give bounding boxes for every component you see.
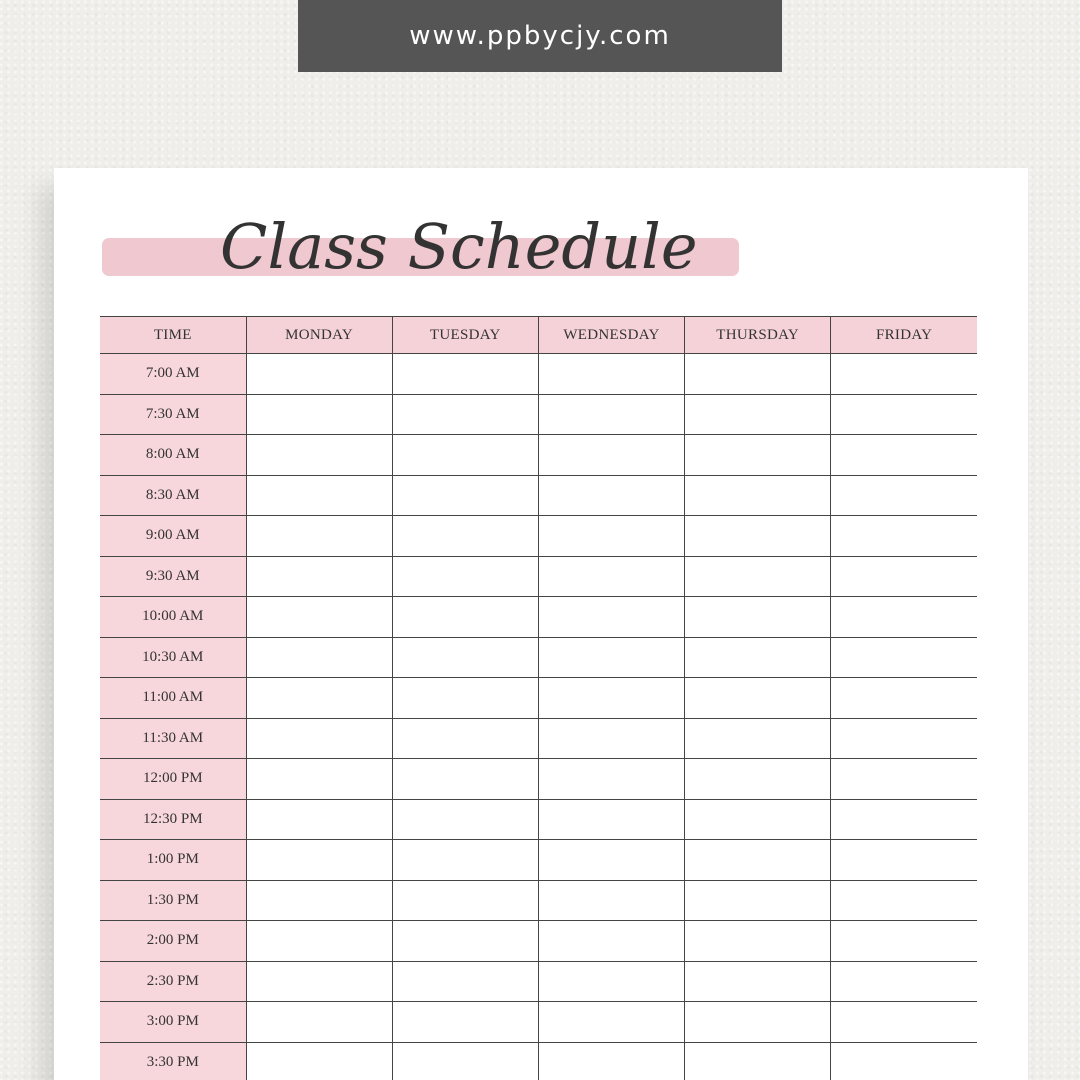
schedule-cell-wednesday[interactable] [538,799,684,840]
schedule-cell-wednesday[interactable] [538,556,684,597]
time-slot-label: 7:00 AM [100,354,246,395]
header-monday: MONDAY [246,317,392,354]
schedule-cell-monday[interactable] [246,678,392,719]
schedule-cell-wednesday[interactable] [538,840,684,881]
schedule-cell-monday[interactable] [246,475,392,516]
schedule-cell-friday[interactable] [831,435,977,476]
schedule-cell-tuesday[interactable] [392,597,538,638]
schedule-cell-wednesday[interactable] [538,597,684,638]
schedule-cell-wednesday[interactable] [538,678,684,719]
header-row [100,317,977,354]
time-slot-label: 1:00 PM [100,840,246,881]
table-row [100,799,977,840]
schedule-cell-tuesday[interactable] [392,961,538,1002]
schedule-cell-friday[interactable] [831,718,977,759]
time-slot-label: 12:00 PM [100,759,246,800]
schedule-cell-thursday[interactable] [685,759,831,800]
table-row [100,637,977,678]
time-slot-label: 12:30 PM [100,799,246,840]
header-tuesday: TUESDAY [392,317,538,354]
header-time: TIME [100,317,246,354]
schedule-cell-friday[interactable] [831,921,977,962]
schedule-cell-friday[interactable] [831,840,977,881]
schedule-cell-thursday[interactable] [685,435,831,476]
schedule-cell-thursday[interactable] [685,394,831,435]
schedule-cell-friday[interactable] [831,516,977,557]
time-slot-label: 11:00 AM [100,678,246,719]
table-row [100,840,977,881]
schedule-cell-friday[interactable] [831,1002,977,1043]
schedule-cell-tuesday[interactable] [392,556,538,597]
schedule-cell-wednesday[interactable] [538,759,684,800]
table-row [100,759,977,800]
schedule-cell-monday[interactable] [246,597,392,638]
schedule-cell-tuesday[interactable] [392,637,538,678]
schedule-cell-monday[interactable] [246,516,392,557]
schedule-cell-wednesday[interactable] [538,394,684,435]
schedule-sheet [54,168,1028,1080]
time-slot-label: 3:00 PM [100,1002,246,1043]
schedule-cell-tuesday[interactable] [392,435,538,476]
schedule-cell-monday[interactable] [246,880,392,921]
schedule-cell-tuesday[interactable] [392,475,538,516]
table-row [100,475,977,516]
schedule-cell-monday[interactable] [246,354,392,395]
schedule-cell-tuesday[interactable] [392,516,538,557]
table-row [100,435,977,476]
schedule-cell-tuesday[interactable] [392,1042,538,1080]
schedule-cell-friday[interactable] [831,354,977,395]
schedule-cell-monday[interactable] [246,1042,392,1080]
schedule-cell-tuesday[interactable] [392,354,538,395]
page-title: Class Schedule [220,210,698,283]
table-row [100,516,977,557]
table-row [100,1042,977,1080]
schedule-cell-monday[interactable] [246,1002,392,1043]
time-slot-label: 1:30 PM [100,880,246,921]
schedule-cell-friday[interactable] [831,556,977,597]
time-slot-label: 8:00 AM [100,435,246,476]
schedule-cell-wednesday[interactable] [538,1042,684,1080]
schedule-cell-thursday[interactable] [685,1002,831,1043]
schedule-cell-monday[interactable] [246,961,392,1002]
schedule-cell-thursday[interactable] [685,678,831,719]
schedule-cell-monday[interactable] [246,637,392,678]
table-row [100,921,977,962]
schedule-cell-wednesday[interactable] [538,516,684,557]
schedule-cell-monday[interactable] [246,435,392,476]
schedule-cell-monday[interactable] [246,394,392,435]
schedule-cell-tuesday[interactable] [392,1002,538,1043]
schedule-cell-wednesday[interactable] [538,718,684,759]
table-row [100,961,977,1002]
schedule-cell-thursday[interactable] [685,354,831,395]
website-banner [298,0,782,72]
schedule-cell-friday[interactable] [831,597,977,638]
schedule-cell-thursday[interactable] [685,921,831,962]
schedule-cell-tuesday[interactable] [392,759,538,800]
schedule-cell-thursday[interactable] [685,637,831,678]
schedule-cell-wednesday[interactable] [538,354,684,395]
schedule-cell-thursday[interactable] [685,880,831,921]
schedule-cell-wednesday[interactable] [538,961,684,1002]
schedule-cell-friday[interactable] [831,759,977,800]
time-slot-label: 2:30 PM [100,961,246,1002]
schedule-cell-friday[interactable] [831,961,977,1002]
time-slot-label: 8:30 AM [100,475,246,516]
schedule-cell-wednesday[interactable] [538,1002,684,1043]
schedule-cell-thursday[interactable] [685,718,831,759]
schedule-cell-thursday[interactable] [685,840,831,881]
schedule-cell-friday[interactable] [831,880,977,921]
schedule-cell-thursday[interactable] [685,597,831,638]
table-row [100,556,977,597]
time-slot-label: 9:00 AM [100,516,246,557]
schedule-cell-tuesday[interactable] [392,678,538,719]
table-row [100,394,977,435]
schedule-cell-friday[interactable] [831,799,977,840]
schedule-cell-wednesday[interactable] [538,475,684,516]
header-friday: FRIDAY [831,317,977,354]
schedule-cell-monday[interactable] [246,799,392,840]
time-slot-label: 7:30 AM [100,394,246,435]
header-wednesday: WEDNESDAY [538,317,684,354]
schedule-cell-tuesday[interactable] [392,394,538,435]
table-row [100,597,977,638]
header-thursday: THURSDAY [685,317,831,354]
schedule-cell-thursday[interactable] [685,799,831,840]
schedule-cell-wednesday[interactable] [538,435,684,476]
schedule-cell-thursday[interactable] [685,475,831,516]
table-row [100,354,977,395]
time-slot-label: 9:30 AM [100,556,246,597]
schedule-cell-friday[interactable] [831,637,977,678]
schedule-cell-tuesday[interactable] [392,799,538,840]
schedule-cell-monday[interactable] [246,840,392,881]
schedule-cell-thursday[interactable] [685,516,831,557]
time-slot-label: 10:00 AM [100,597,246,638]
schedule-table [100,316,977,1080]
schedule-cell-wednesday[interactable] [538,880,684,921]
schedule-cell-tuesday[interactable] [392,718,538,759]
schedule-cell-monday[interactable] [246,759,392,800]
schedule-cell-tuesday[interactable] [392,880,538,921]
schedule-cell-tuesday[interactable] [392,840,538,881]
website-url: www.ppbycjy.com [409,21,671,51]
time-slot-label: 2:00 PM [100,921,246,962]
schedule-cell-thursday[interactable] [685,961,831,1002]
schedule-cell-monday[interactable] [246,921,392,962]
schedule-cell-wednesday[interactable] [538,637,684,678]
schedule-cell-friday[interactable] [831,678,977,719]
schedule-cell-monday[interactable] [246,718,392,759]
time-slot-label: 10:30 AM [100,637,246,678]
table-row [100,1002,977,1043]
schedule-cell-monday[interactable] [246,556,392,597]
schedule-cell-thursday[interactable] [685,1042,831,1080]
time-slot-label: 3:30 PM [100,1042,246,1080]
table-row [100,880,977,921]
schedule-cell-tuesday[interactable] [392,921,538,962]
time-slot-label: 11:30 AM [100,718,246,759]
schedule-cell-wednesday[interactable] [538,921,684,962]
schedule-cell-friday[interactable] [831,475,977,516]
schedule-cell-thursday[interactable] [685,556,831,597]
schedule-cell-friday[interactable] [831,1042,977,1080]
table-row [100,718,977,759]
table-row [100,678,977,719]
schedule-cell-friday[interactable] [831,394,977,435]
